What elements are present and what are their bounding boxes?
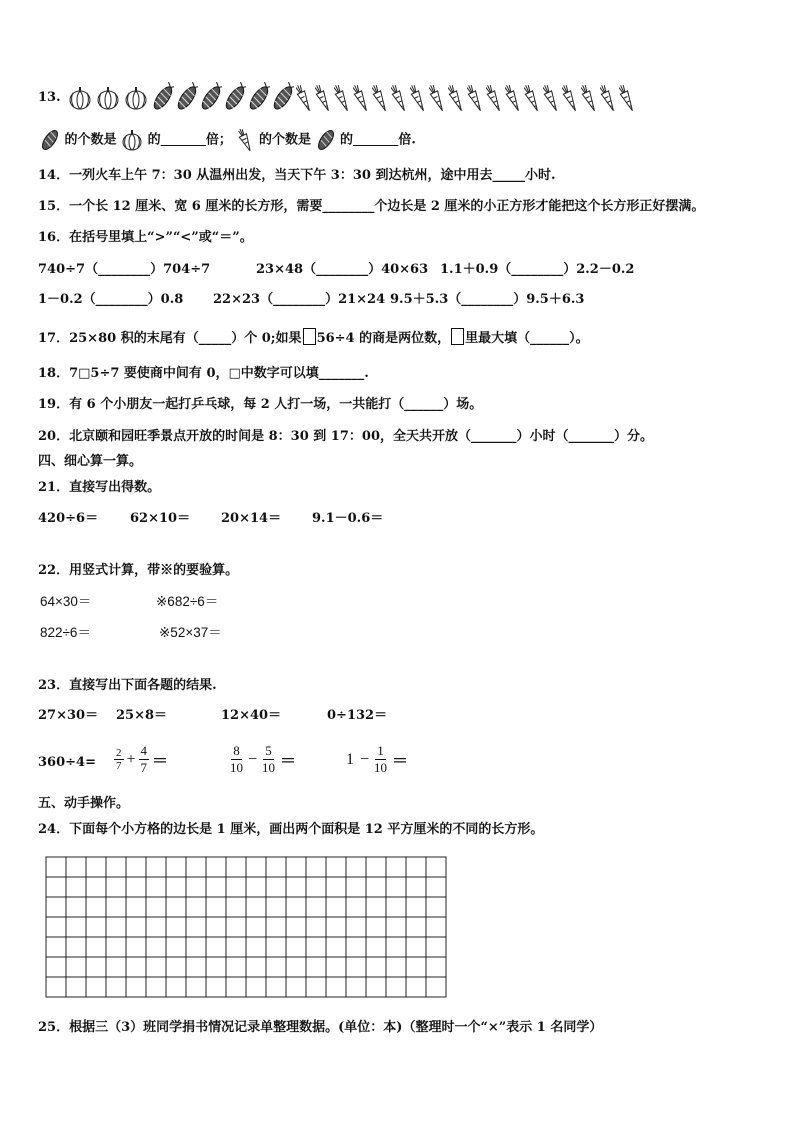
corn-icon (316, 127, 336, 153)
q16-item: 1－0.2（________）0.8 (38, 292, 184, 307)
grid-cell[interactable] (286, 917, 306, 937)
grid-cell[interactable] (306, 877, 326, 897)
carrot-icon (236, 127, 254, 153)
grid-cell[interactable] (406, 857, 426, 877)
operator: − (248, 750, 258, 768)
grid-cell[interactable] (166, 897, 186, 917)
denominator: 7 (116, 760, 122, 772)
grid-cell[interactable] (346, 877, 366, 897)
grid-cell[interactable] (326, 977, 346, 997)
q23-item: 360÷4= (38, 755, 96, 770)
grid-cell[interactable] (346, 897, 366, 917)
grid-cell[interactable] (266, 977, 286, 997)
q13-number: 13. (38, 90, 61, 105)
carrot-icon (600, 83, 617, 113)
corn-icon (272, 82, 296, 114)
q23-item: 25×8＝ (116, 708, 168, 723)
grid-cell[interactable] (226, 977, 246, 997)
carrot-icon (410, 83, 427, 113)
grid-cell[interactable] (66, 977, 86, 997)
grid-cell[interactable] (126, 937, 146, 957)
q22-item: 64×30＝ (40, 594, 92, 609)
grid-cell[interactable] (206, 937, 226, 957)
carrot-icon (505, 83, 522, 113)
q23-fraction-item (114, 743, 171, 776)
grid-cell[interactable] (366, 917, 386, 937)
grid-cell[interactable] (346, 977, 366, 997)
carrot-icon (486, 83, 503, 113)
equals-sign: ＝ (280, 753, 297, 770)
q13-text-5: 的 (340, 132, 354, 148)
q22-title: 22．用竖式计算，带※的要验算。 (38, 563, 239, 578)
corn-icon (40, 127, 60, 153)
grid-cell[interactable] (46, 937, 66, 957)
q21-item: 62×10＝ (130, 511, 191, 526)
operator: + (126, 750, 136, 768)
grid-cell[interactable] (86, 857, 106, 877)
q22-item: ※52×37＝ (159, 625, 222, 640)
q16-item: 23×48（________）40×63 (256, 262, 429, 277)
grid-cell[interactable] (106, 897, 126, 917)
grid-cell[interactable] (166, 937, 186, 957)
grid-cell[interactable] (246, 917, 266, 937)
grid-cell[interactable] (106, 877, 126, 897)
q21-item: 9.1－0.6＝ (312, 511, 384, 526)
q23-title: 23．直接写出下面各题的结果. (38, 678, 217, 693)
grid-cell[interactable] (186, 977, 206, 997)
grid-cell[interactable] (266, 917, 286, 937)
operator: − (360, 750, 370, 768)
grid-cell[interactable] (406, 977, 426, 997)
whole-number: 1 (346, 750, 354, 768)
grid-cell[interactable] (106, 917, 126, 937)
grid-cell[interactable] (86, 877, 106, 897)
q21-item: 420÷6＝ (38, 511, 99, 526)
blank-box (451, 328, 464, 345)
grid-cell[interactable] (146, 857, 166, 877)
q25: 25．根据三（3）班同学捐书情况记录单整理数据。(单位：本)（整理时一个“×”表示 1 名同学） (38, 1020, 603, 1035)
grid-cell[interactable] (386, 977, 406, 997)
grid-cell[interactable] (346, 957, 366, 977)
q15: 15．一个长 12 厘米、宽 6 厘米的长方形，需要________个边长是 2 厘米的小正方形才能把这个长方形正好摆满。 (38, 199, 705, 214)
grid-cell[interactable] (106, 857, 126, 877)
pumpkin-icon (124, 86, 150, 110)
grid-cell[interactable] (46, 857, 66, 877)
numerator: 4 (140, 743, 148, 758)
grid-cell[interactable] (426, 857, 446, 877)
grid-cell[interactable] (306, 897, 326, 917)
grid-cell[interactable] (266, 857, 286, 877)
carrot-icon (429, 83, 446, 113)
q16-item: 9.5＋5.3（________）9.5＋6.3 (390, 292, 585, 307)
grid-cell[interactable] (326, 937, 346, 957)
carrot-icon (334, 83, 351, 113)
grid-cell[interactable] (166, 877, 186, 897)
grid-cell[interactable] (46, 877, 66, 897)
grid-cell[interactable] (186, 937, 206, 957)
corn-icon (176, 82, 200, 114)
grid-cell[interactable] (426, 897, 446, 917)
grid-cell[interactable] (146, 897, 166, 917)
q17 (38, 328, 589, 348)
grid-cell[interactable] (126, 917, 146, 937)
q16-item: 22×23（________）21×24 (213, 292, 386, 307)
grid-cell[interactable] (186, 877, 206, 897)
grid-cell[interactable] (66, 897, 86, 917)
q16-item: 1.1＋0.9（________）2.2－0.2 (440, 262, 635, 277)
grid-cell[interactable] (226, 917, 246, 937)
grid-cell[interactable] (206, 977, 226, 997)
grid-cell[interactable] (386, 937, 406, 957)
grid-cell[interactable] (366, 877, 386, 897)
q23-item: 12×40＝ (221, 708, 282, 723)
q19: 19．有 6 个小朋友一起打乒乓球，每 2 人打一场，一共能打（______）场。 (38, 397, 483, 412)
grid-cell[interactable] (186, 897, 206, 917)
grid-cell[interactable] (426, 937, 446, 957)
grid-cell[interactable] (306, 977, 326, 997)
grid-cell[interactable] (126, 957, 146, 977)
q22-item: ※682÷6＝ (156, 594, 219, 609)
q14: 14．一列火车上午 7：30 从温州出发，当天下午 3：30 到达杭州，途中用去_____小时. (38, 168, 556, 183)
grid-cell[interactable] (286, 877, 306, 897)
grid-cell[interactable] (266, 877, 286, 897)
carrot-icon (619, 83, 636, 113)
q24-title: 24．下面每个小方格的边长是 1 厘米，画出两个面积是 12 平方厘米的不同的长方形。 (38, 822, 544, 837)
grid-cell[interactable] (86, 977, 106, 997)
carrot-icon (581, 83, 598, 113)
grid-cell[interactable] (326, 857, 346, 877)
grid-cell[interactable] (146, 937, 166, 957)
q23-item: 0÷132＝ (327, 708, 388, 723)
grid-cell[interactable] (366, 897, 386, 917)
grid-cell[interactable] (306, 957, 326, 977)
grid-cell[interactable] (166, 917, 186, 937)
grid-cell[interactable] (286, 937, 306, 957)
pumpkin-icon (68, 86, 94, 110)
grid-cell[interactable] (86, 937, 106, 957)
q18: 18．7□5÷7 要使商中间有 0，□中数字可以填_______. (38, 366, 369, 381)
numerator: 1 (377, 743, 384, 758)
grid-cell[interactable] (126, 877, 146, 897)
grid-cell[interactable] (246, 957, 266, 977)
q23-fraction-item (228, 743, 299, 776)
q13-text-2: 的 (147, 132, 161, 148)
grid-cell[interactable] (406, 957, 426, 977)
grid-cell[interactable] (426, 917, 446, 937)
grid-cell[interactable] (266, 937, 286, 957)
grid-cell[interactable] (326, 877, 346, 897)
carrot-icon (467, 83, 484, 113)
corn-icon (200, 82, 224, 114)
grid-cell[interactable] (226, 857, 246, 877)
grid-cell[interactable] (406, 917, 426, 937)
q17-part-3: 里最大填（______）。 (465, 331, 589, 346)
grid-cell[interactable] (346, 937, 366, 957)
grid-cell[interactable] (46, 957, 66, 977)
grid-cell[interactable] (106, 937, 126, 957)
q16-item: 740÷7（________）704÷7 (38, 262, 211, 277)
carrot-icon (315, 83, 332, 113)
grid-cell[interactable] (66, 877, 86, 897)
q22-item: 822÷6＝ (40, 625, 91, 640)
grid-cell[interactable] (386, 877, 406, 897)
denominator: 10 (374, 760, 388, 775)
denominator: 7 (140, 760, 148, 775)
q23-fraction-item (346, 743, 411, 776)
grid-cell[interactable] (206, 917, 226, 937)
numerator: 8 (233, 743, 240, 758)
grid-cell[interactable] (86, 917, 106, 937)
grid-cell[interactable] (286, 977, 306, 997)
q21-title: 21．直接写出得数。 (38, 480, 161, 495)
grid-cell[interactable] (206, 857, 226, 877)
grid-cell[interactable] (186, 857, 206, 877)
grid-cell[interactable] (166, 977, 186, 997)
equals-sign: ＝ (152, 753, 169, 770)
grid-cell[interactable] (246, 977, 266, 997)
grid-cell[interactable] (426, 957, 446, 977)
q13-text-4: 的个数是 (258, 132, 311, 148)
grid-cell[interactable] (106, 957, 126, 977)
pumpkin-icon (121, 129, 143, 151)
grid-cell[interactable] (266, 897, 286, 917)
grid-cell[interactable] (346, 857, 366, 877)
grid-cell[interactable] (326, 917, 346, 937)
grid-cell[interactable] (146, 977, 166, 997)
carrot-icon (524, 83, 541, 113)
pumpkin-icon (96, 86, 122, 110)
carrot-icon (372, 83, 389, 113)
grid-cell[interactable] (266, 957, 286, 977)
grid-cell[interactable] (166, 957, 186, 977)
grid-cell[interactable] (366, 937, 386, 957)
section-4-heading: 四、细心算一算。 (38, 454, 143, 469)
grid-cell[interactable] (226, 937, 246, 957)
q13-question (40, 127, 416, 153)
q20: 20．北京颐和园旺季景点开放的时间是 8：30 到 17：00，全天共开放（_______）小时（_______）分。 (38, 429, 653, 444)
q23-item: 27×30＝ (38, 708, 99, 723)
grid-cell[interactable] (226, 897, 246, 917)
grid-cell[interactable] (246, 877, 266, 897)
denominator: 10 (262, 760, 276, 775)
grid-cell[interactable] (286, 857, 306, 877)
q17-part-2: 56÷4 的商是两位数， (316, 331, 451, 346)
grid-cell[interactable] (406, 897, 426, 917)
square-grid[interactable] (45, 856, 447, 1001)
q13-text-1: 的个数是 (64, 132, 117, 148)
grid-cell[interactable] (406, 937, 426, 957)
grid-cell[interactable] (126, 857, 146, 877)
corn-icon (152, 82, 176, 114)
grid-cell[interactable] (286, 897, 306, 917)
equals-sign: ＝ (392, 753, 409, 770)
grid-cell[interactable] (46, 977, 66, 997)
grid-cell[interactable] (326, 957, 346, 977)
grid-cell[interactable] (386, 857, 406, 877)
grid-cell[interactable] (326, 897, 346, 917)
q13-text-3: 倍； (205, 132, 232, 148)
grid-cell[interactable] (206, 957, 226, 977)
grid-cell[interactable] (406, 877, 426, 897)
grid-cell[interactable] (66, 857, 86, 877)
grid-cell[interactable] (306, 917, 326, 937)
grid-cell[interactable] (246, 937, 266, 957)
grid-cell[interactable] (166, 857, 186, 877)
carrot-icon (543, 83, 560, 113)
grid-cell[interactable] (66, 937, 86, 957)
grid-cell[interactable] (66, 957, 86, 977)
grid-cell[interactable] (86, 957, 106, 977)
carrot-icon (296, 83, 313, 113)
carrot-icon (562, 83, 579, 113)
carrot-icon (391, 83, 408, 113)
grid-cell[interactable] (206, 877, 226, 897)
carrot-icon (353, 83, 370, 113)
grid-cell[interactable] (126, 897, 146, 917)
grid-cell[interactable] (306, 937, 326, 957)
grid-cell[interactable] (386, 917, 406, 937)
grid-cell[interactable] (46, 917, 66, 937)
grid-cell[interactable] (306, 857, 326, 877)
grid-cell[interactable] (126, 977, 146, 997)
grid-cell[interactable] (206, 897, 226, 917)
denominator: 10 (230, 760, 243, 775)
corn-icon (248, 82, 272, 114)
grid-cell[interactable] (146, 957, 166, 977)
grid-cell[interactable] (286, 957, 306, 977)
grid-cell[interactable] (346, 917, 366, 937)
grid-cell[interactable] (366, 957, 386, 977)
grid-cell[interactable] (246, 897, 266, 917)
q17-part-1: 17．25×80 积的末尾有（_____）个 0;如果 (38, 331, 302, 346)
grid-cell[interactable] (386, 957, 406, 977)
grid-cell[interactable] (226, 957, 246, 977)
grid-cell[interactable] (106, 977, 126, 997)
q16-title: 16．在括号里填上“>”“<”或“＝”。 (38, 230, 253, 245)
grid-cell[interactable] (366, 977, 386, 997)
corn-icon (224, 82, 248, 114)
numerator: 2 (116, 747, 122, 759)
q21-item: 20×14＝ (221, 511, 282, 526)
section-5-heading: 五、动手操作。 (38, 796, 130, 811)
grid-cell[interactable] (246, 857, 266, 877)
grid-cell[interactable] (146, 917, 166, 937)
blank-box (303, 328, 316, 345)
grid-cell[interactable] (146, 877, 166, 897)
grid-cell[interactable] (226, 877, 246, 897)
grid-cell[interactable] (426, 877, 446, 897)
grid-cell[interactable] (426, 977, 446, 997)
grid-cell[interactable] (46, 897, 66, 917)
grid-cell[interactable] (186, 917, 206, 937)
grid-cell[interactable] (366, 857, 386, 877)
carrot-icon (448, 83, 465, 113)
grid-cell[interactable] (86, 897, 106, 917)
grid-cell[interactable] (66, 917, 86, 937)
numerator: 5 (265, 743, 272, 758)
q13-picture-row (68, 80, 638, 116)
q13-text-6: 倍. (398, 132, 416, 148)
grid-cell[interactable] (186, 957, 206, 977)
grid-cell[interactable] (386, 897, 406, 917)
